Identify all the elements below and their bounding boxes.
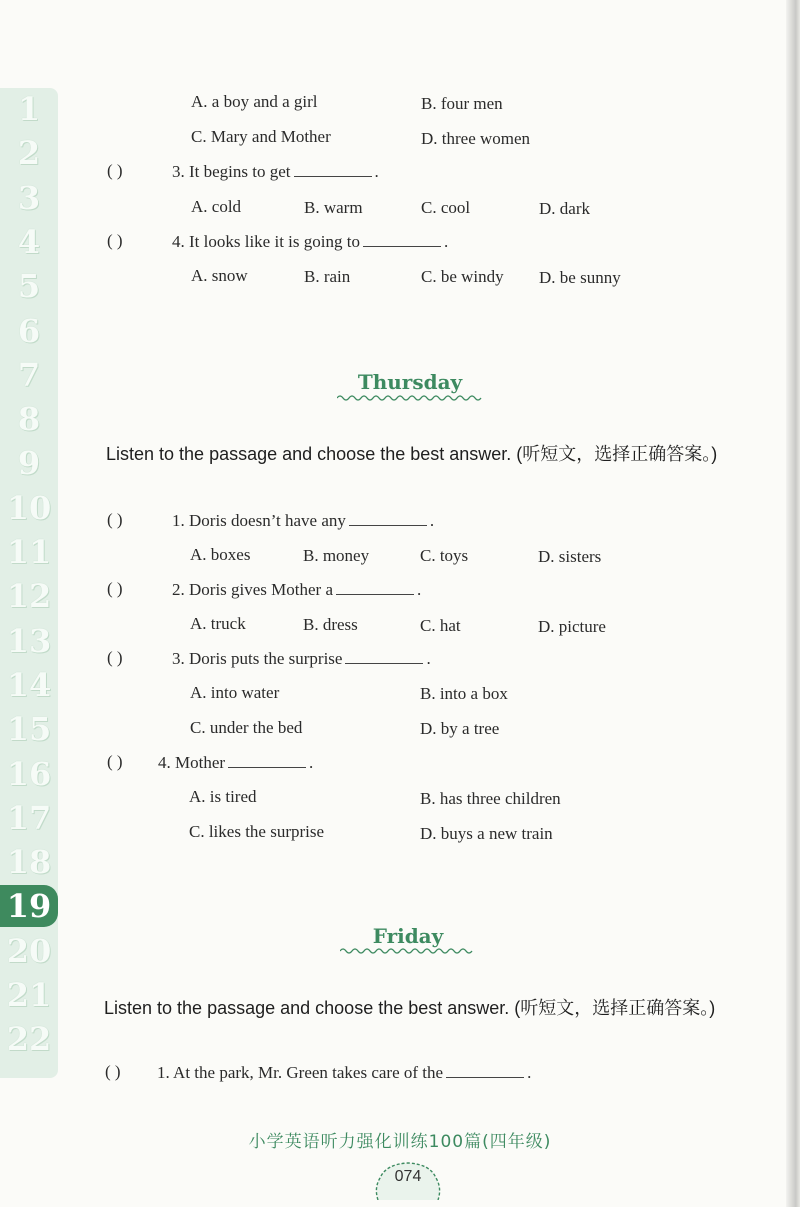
instruction-text: Listen to the passage and choose the best answer. (听短文，选择正确答案。) <box>104 998 716 1018</box>
section-title-thursday: Thursday <box>357 370 463 394</box>
side-tab-16[interactable]: 16 <box>6 754 52 793</box>
book-title: 小学英语听力强化训练100篇(四年级) <box>248 1132 552 1152</box>
answer-blank[interactable] <box>228 753 306 768</box>
question-4 <box>172 232 448 252</box>
side-tab-22[interactable]: 22 <box>6 1020 52 1059</box>
option-c: C. hat <box>420 616 461 635</box>
option-b: B. dress <box>303 615 358 634</box>
side-index-tabs <box>0 88 58 1078</box>
answer-paren[interactable]: ( ) <box>107 579 123 598</box>
answer-blank[interactable] <box>446 1063 524 1078</box>
page-edge <box>786 0 800 1207</box>
question-text: 4. Mother <box>158 753 226 772</box>
option-d: D. three women <box>421 129 531 148</box>
answer-paren[interactable]: ( ) <box>107 231 123 250</box>
option-b: B. has three children <box>420 789 561 808</box>
question-3 <box>172 162 379 182</box>
side-tab-21[interactable]: 21 <box>6 976 52 1014</box>
question-text: 3. It begins to get <box>172 162 291 181</box>
side-tab-19[interactable]: 19 <box>0 885 58 927</box>
option-c: C. toys <box>420 546 469 565</box>
answer-paren[interactable]: ( ) <box>107 648 123 667</box>
option-c: C. Mary and Mother <box>191 127 331 146</box>
option-b: B. warm <box>304 198 363 217</box>
answer-blank[interactable] <box>336 580 414 595</box>
side-tab-1[interactable]: 1 <box>17 90 41 128</box>
side-tab-15[interactable]: 15 <box>6 710 52 749</box>
question-end: . <box>417 580 422 599</box>
question-end: . <box>443 232 449 251</box>
side-tab-20[interactable]: 20 <box>6 931 52 970</box>
option-b: B. rain <box>304 267 351 286</box>
question-text: 2. Doris gives Mother a <box>172 580 334 599</box>
page-number-badge <box>372 1160 444 1200</box>
answer-paren[interactable]: ( ) <box>107 510 123 529</box>
answer-paren[interactable]: ( ) <box>107 752 123 771</box>
side-tab-13[interactable]: 13 <box>6 621 52 660</box>
side-tab-4[interactable]: 4 <box>17 222 41 261</box>
option-d: D. buys a new train <box>420 824 553 843</box>
page-number: 074 <box>394 1168 422 1185</box>
question-4 <box>158 753 313 773</box>
question-end: . <box>527 1063 532 1082</box>
question-text: 3. Doris puts the surprise <box>172 649 343 668</box>
side-tab-5[interactable]: 5 <box>17 267 41 306</box>
option-c: C. under the bed <box>190 718 303 737</box>
side-tab-8[interactable]: 8 <box>17 400 41 439</box>
option-c: C. likes the surprise <box>189 822 325 841</box>
wavy-underline <box>337 394 483 402</box>
option-c: C. cool <box>421 198 471 217</box>
option-a: A. truck <box>190 614 246 633</box>
question-text: 1. At the park, Mr. Green takes care of the <box>157 1063 444 1082</box>
question-3 <box>172 649 431 669</box>
side-tab-14[interactable]: 14 <box>6 665 52 704</box>
side-tab-9[interactable]: 9 <box>17 444 41 483</box>
wavy-underline <box>340 947 476 955</box>
question-1 <box>157 1063 531 1083</box>
question-end: . <box>309 753 314 772</box>
option-d: D. by a tree <box>420 719 500 738</box>
question-1 <box>172 511 434 531</box>
answer-blank[interactable] <box>345 649 423 664</box>
answer-blank[interactable] <box>349 511 427 526</box>
question-end: . <box>426 649 431 668</box>
section-title-friday: Friday <box>372 924 444 948</box>
side-tab-18[interactable]: 18 <box>6 843 52 882</box>
side-tab-6[interactable]: 6 <box>17 311 41 350</box>
side-tab-7[interactable]: 7 <box>17 355 41 394</box>
option-a: A. snow <box>191 266 248 285</box>
side-tab-10[interactable]: 10 <box>6 488 52 527</box>
option-d: D. dark <box>539 199 590 218</box>
option-a: A. a boy and a girl <box>191 92 318 111</box>
question-text: 4. It looks like it is going to <box>172 232 360 251</box>
option-d: D. sisters <box>538 547 602 566</box>
question-text: 1. Doris doesn’t have any <box>172 511 346 530</box>
option-a: A. is tired <box>189 787 257 806</box>
option-b: B. money <box>303 546 370 565</box>
instruction-text: Listen to the passage and choose the best answer. (听短文，选择正确答案。) <box>106 444 718 464</box>
answer-paren[interactable]: ( ) <box>105 1062 121 1081</box>
option-b: B. four men <box>421 94 503 113</box>
option-c: C. be windy <box>421 267 504 286</box>
answer-blank[interactable] <box>363 232 441 247</box>
side-tab-2[interactable]: 2 <box>17 134 41 173</box>
answer-blank[interactable] <box>294 162 372 177</box>
option-a: A. into water <box>190 683 280 702</box>
question-end: . <box>429 511 435 530</box>
answer-paren[interactable]: ( ) <box>107 161 123 180</box>
option-b: B. into a box <box>420 684 508 703</box>
option-d: D. be sunny <box>539 268 621 287</box>
option-a: A. cold <box>191 197 242 216</box>
question-2 <box>172 580 421 600</box>
side-tab-17[interactable]: 17 <box>6 798 52 837</box>
option-a: A. boxes <box>190 545 251 564</box>
side-tab-12[interactable]: 12 <box>6 577 52 616</box>
side-tab-11[interactable]: 11 <box>6 533 52 571</box>
side-tab-3[interactable]: 3 <box>17 178 41 217</box>
option-d: D. picture <box>538 617 606 636</box>
question-end: . <box>374 162 379 181</box>
